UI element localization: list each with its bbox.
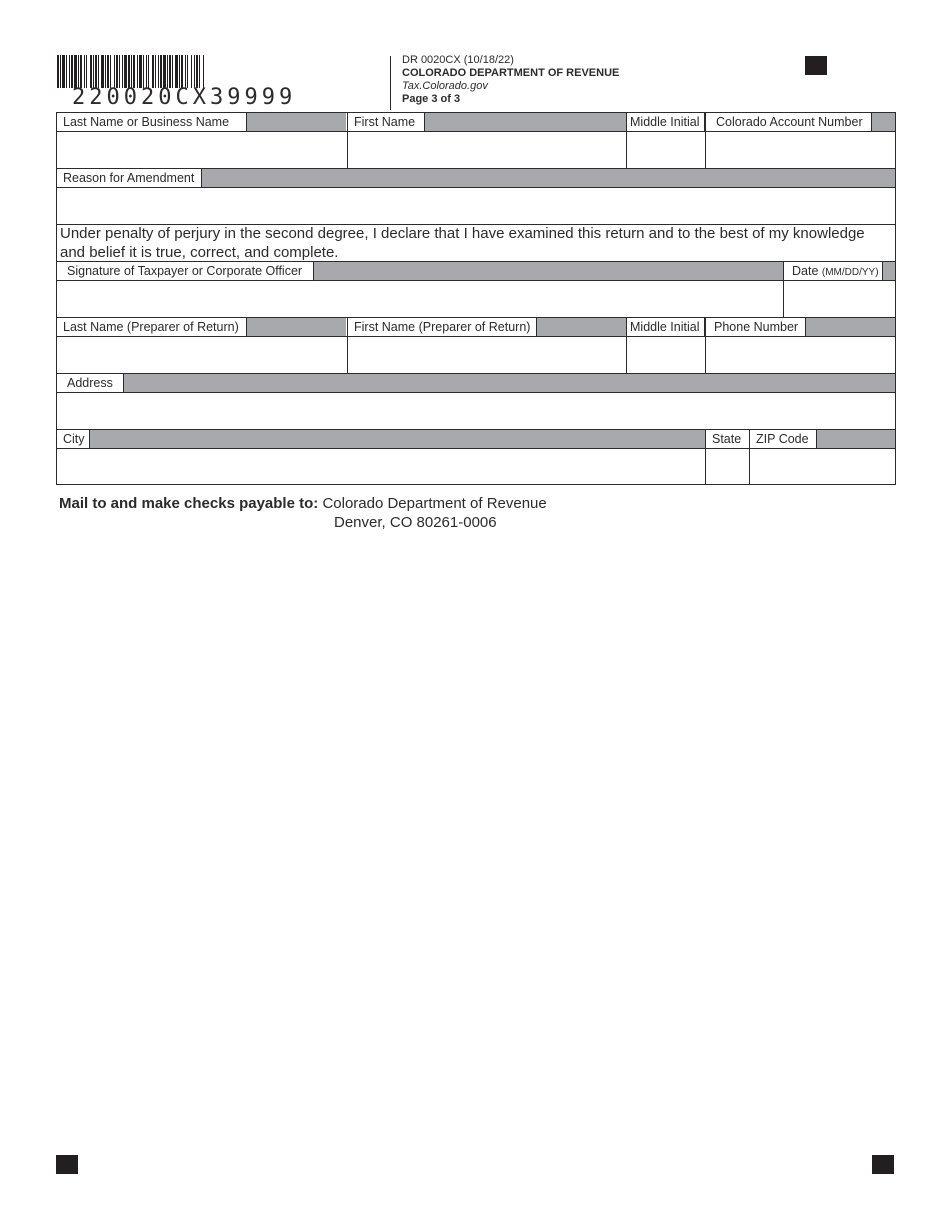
registration-mark-bottom-right [872,1155,894,1174]
preparer-middle-initial-input[interactable] [626,337,705,373]
barcode-bar [62,55,65,88]
barcode-bar [187,55,188,88]
reason-for-amendment-label: Reason for Amendment [57,169,202,187]
label-shade [537,318,626,336]
label-shade [90,430,705,448]
taxpayer-label-row [57,113,895,132]
barcode-bar [119,55,120,88]
account-number-input[interactable] [705,132,895,168]
mailing-instructions [59,494,547,513]
form-header [402,54,619,106]
barcode-bar [90,55,92,88]
middle-initial-input[interactable] [626,132,705,168]
address-input[interactable] [57,393,895,429]
header-divider [390,56,391,110]
registration-mark-top [805,56,827,75]
signature-label: Signature of Taxpayer or Corporate Officer [57,262,314,280]
barcode-bar [191,55,192,88]
preparer-last-name-label: Last Name (Preparer of Return) [57,318,247,336]
barcode-bar [128,55,130,88]
barcode-bar [116,55,118,88]
zip-code-input[interactable] [749,449,895,484]
barcode-bar [179,55,180,88]
mailing-address-line2: Denver, CO 80261-0006 [334,514,497,531]
declaration-text: Under penalty of perjury in the second degree, I declare that I have examined this return and to the best of my knowledge and belief it is true, correct, and complete. [60,225,865,261]
barcode-bar [95,55,97,88]
preparer-first-name-label: First Name (Preparer of Return) [347,318,537,336]
address-label-row [57,374,895,393]
barcode-bar [93,55,94,88]
barcode-bar [131,55,132,88]
barcode-bar [148,55,149,88]
barcode-image [57,55,309,88]
registration-mark-bottom-left [56,1155,78,1174]
phone-number-label: Phone Number [705,318,806,336]
barcode-bar [110,55,111,88]
website: Tax.Colorado.gov [402,80,488,92]
barcode-bar [181,55,183,88]
barcode-bar [60,55,61,88]
account-number-label: Colorado Account Number [705,113,872,131]
amended-return-form [56,112,896,485]
first-name-input[interactable] [347,132,626,168]
barcode-bar [98,55,99,88]
label-shade [806,318,895,336]
reason-for-amendment-input[interactable] [57,188,895,224]
first-name-label: First Name [347,113,425,131]
barcode-bar [80,55,82,88]
barcode-bar [155,55,156,88]
barcode-bar [122,55,123,88]
barcode-bar [74,55,77,88]
barcode-bar [169,55,171,88]
preparer-label-row [57,318,895,337]
barcode-bar [124,55,127,88]
barcode-bar [57,55,59,88]
barcode-bar [71,55,73,88]
city-label: City [57,430,90,448]
middle-initial-label: Middle Initial [626,113,705,131]
barcode-bar [69,55,70,88]
preparer-fill-row [57,337,895,374]
label-shade [883,262,895,280]
barcode-bar [139,55,142,88]
date-input[interactable] [783,281,895,317]
city-label-row [57,430,895,449]
barcode-number: 220020CX39999 [72,85,297,110]
barcode-bar [172,55,173,88]
mailing-lead: Mail to and make checks payable to: [59,495,319,512]
state-input[interactable] [705,449,749,484]
signature-input[interactable] [57,281,783,317]
city-fill-row [57,449,895,484]
label-shade [247,318,346,336]
mailing-address-line1: Colorado Department of Revenue [322,495,547,512]
signature-label-row [57,262,895,281]
taxpayer-fill-row [57,132,895,169]
barcode-bar [137,55,138,88]
barcode-bar [203,55,204,88]
label-shade [124,374,895,392]
address-fill-row [57,393,895,430]
barcode-bar [152,55,154,88]
date-label [783,262,883,280]
barcode-bar [146,55,147,88]
barcode-bar [163,55,166,88]
barcode-bar [133,55,135,88]
label-shade [314,262,783,280]
page-number: Page 3 of 3 [402,93,461,105]
amendment-fill-row [57,188,895,225]
barcode-bar [78,55,79,88]
preparer-middle-initial-label: Middle Initial [626,318,705,336]
phone-number-input[interactable] [705,337,895,373]
preparer-first-name-input[interactable] [347,337,626,373]
signature-fill-row [57,281,895,318]
barcode-bar [185,55,186,88]
barcode-bar [107,55,109,88]
barcode-bar [194,55,195,88]
preparer-last-name-input[interactable] [57,337,347,373]
date-label-text: Date [792,264,819,278]
barcode-bar [167,55,168,88]
zip-code-label: ZIP Code [749,430,817,448]
address-label: Address [57,374,124,392]
last-name-input[interactable] [57,132,347,168]
date-format-hint: (MM/DD/YY) [821,267,879,278]
barcode-bar [101,55,104,88]
form-id: DR 0020CX (10/18/22) [402,54,514,66]
barcode-bar [143,55,144,88]
barcode-bar [158,55,159,88]
last-name-label: Last Name or Business Name [57,113,247,131]
declaration-row [57,224,895,262]
state-label: State [705,430,750,448]
department-name: COLORADO DEPARTMENT OF REVENUE [402,67,620,79]
label-shade [817,430,895,448]
barcode-bar [105,55,106,88]
barcode-bar [86,55,87,88]
barcode-bar [175,55,178,88]
label-shade [247,113,346,131]
city-input[interactable] [57,449,705,484]
barcode-bar [114,55,115,88]
barcode-bar [66,55,67,88]
amendment-label-row [57,169,895,188]
barcode-bar [84,55,85,88]
label-shade [872,113,895,131]
barcode-bar [199,55,200,88]
label-shade [425,113,626,131]
label-shade [202,169,895,187]
barcode-bar [196,55,198,88]
barcode-bar [160,55,162,88]
